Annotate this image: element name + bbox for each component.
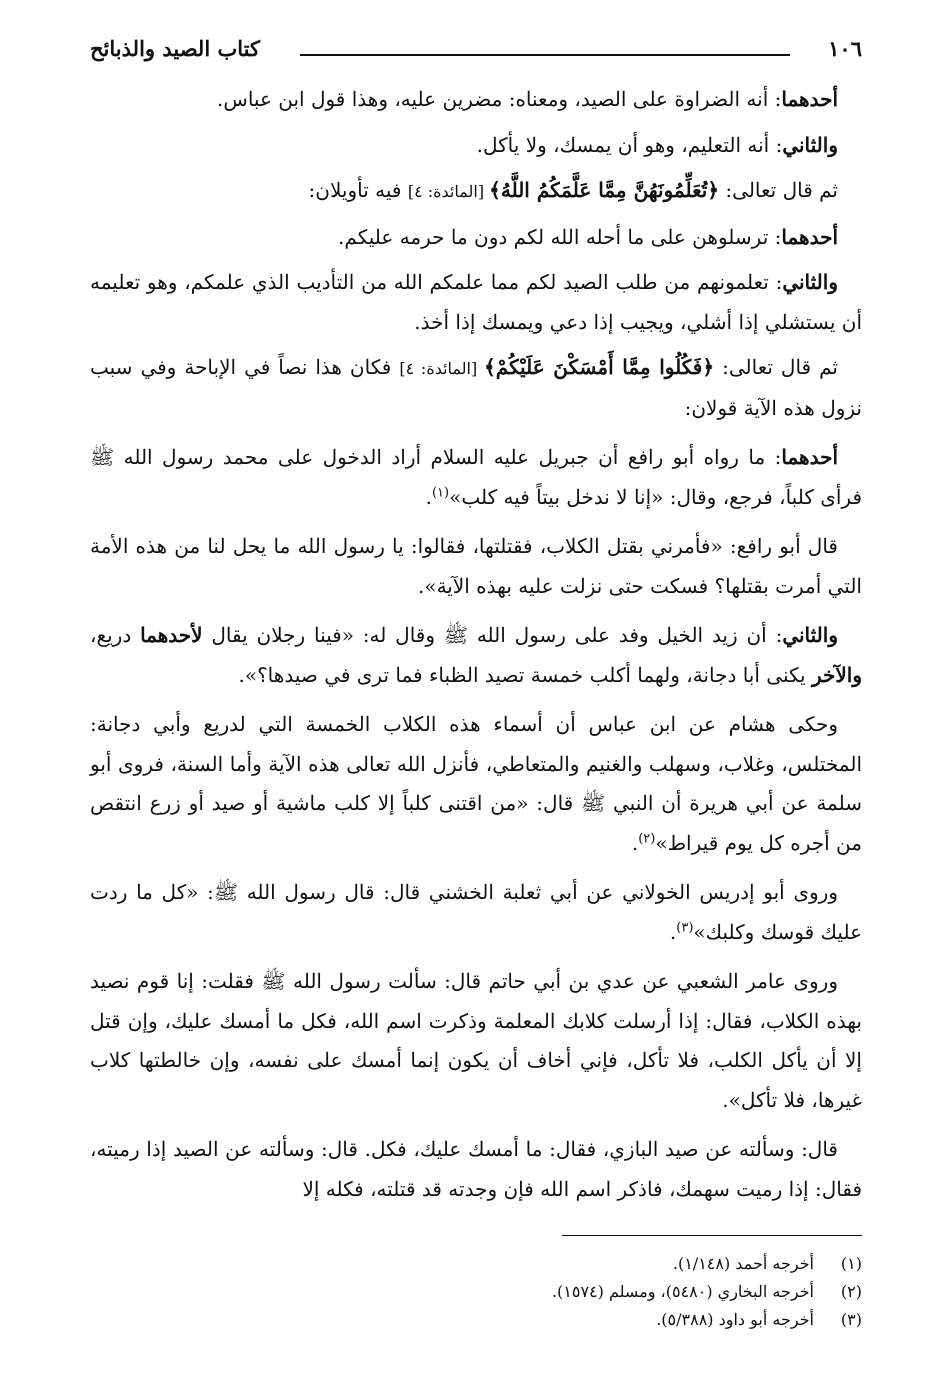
footnote-2	[90, 1278, 862, 1306]
paragraph-1	[90, 80, 862, 120]
book-page	[90, 30, 862, 1334]
paragraph-6	[90, 348, 862, 428]
paragraph-text: قال أبو رافع: «فأمرني بقتل الكلاب، فقتلتها، فقالوا: يا رسول الله ما يحل لنا من هذه الأمة التي أمرت بقتلها؟ فسكت حتى نزلت عليه بهذه الآية».	[90, 534, 862, 598]
paragraph-text: .	[669, 919, 677, 944]
paragraph-10	[90, 705, 862, 863]
paragraph-13	[90, 1130, 862, 1209]
paragraph-text: : أنه الضراوة على الصيد، ومعناه: مضرين عليه، وهذا قول ابن عباس.	[217, 87, 782, 111]
footnote-number: (٢)	[840, 1282, 862, 1301]
paragraph-text: وروى عامر الشعبي عن عدي بن أبي حاتم قال: سألت رسول الله ﷺ فقلت: إنا قوم نصيد بهذه الكلاب، فقال: إذا أرسلت كلابك المعلمة وذكرت اسم الله، فكل ما أمسك عليك، وإن قتل إلا أن يأكل الكلب، فلا تأكل، فإني أخاف أن يكون إنما أمسك على نفسه، وإن خالطتها كلاب غيرها، فلا تأكل».	[90, 969, 862, 1112]
paragraph-lead: والثاني	[782, 132, 838, 157]
paragraph-8	[90, 527, 862, 606]
paragraph-text: فيه تأويلان:	[308, 178, 408, 202]
paragraph-text: قال: وسألته عن صيد البازي، فقال: ما أمسك عليك، فكل. قال: وسألته عن الصيد إذا رميته، فقال: إذا رميت سهمك، فاذكر اسم الله فإن وجدته قد قتلته، فكله إلا	[90, 1137, 862, 1201]
paragraph-lead: أحدهما	[781, 87, 838, 111]
paragraph-text: : أن زيد الخيل وفد على رسول الله ﷺ وقال له: «فينا رجلان يقال	[202, 623, 783, 647]
paragraph-7	[90, 438, 862, 517]
footnote-separator	[562, 1235, 862, 1236]
footnote-text: أخرجه البخاري (٥٤٨٠)، ومسلم (١٥٧٤).	[551, 1282, 814, 1301]
verse-reference: [المائدة: ٤]	[399, 359, 484, 378]
verse-reference: [المائدة: ٤]	[407, 182, 490, 201]
footnote-text: أخرجه أحمد (١/١٤٨).	[672, 1254, 814, 1273]
paragraph-12	[90, 962, 862, 1120]
footnote-marker[interactable]: (٣)	[676, 919, 694, 935]
quran-verse: ﴿تُعَلِّمُونَهُنَّ مِمَّا عَلَّمَكُمُ اللَّهُ﴾	[489, 178, 720, 202]
paragraph-9	[90, 616, 862, 695]
paragraph-lead: والثاني	[782, 270, 838, 294]
footnote-number: (٣)	[840, 1310, 862, 1329]
paragraph-5	[90, 263, 862, 342]
page-header	[90, 30, 862, 74]
footnote-text: أخرجه أبو داود (٥/٣٨٨).	[656, 1310, 814, 1329]
paragraph-4	[90, 218, 862, 258]
paragraph-text: يكنى أبا دجانة، ولهما أكلب خمسة تصيد الظباء فما ترى في صيدها؟».	[238, 662, 812, 687]
bold-term: والآخر	[811, 662, 862, 687]
body-text	[90, 80, 862, 1209]
paragraph-text: ثم قال تعالى:	[714, 355, 839, 379]
footnote-marker[interactable]: (١)	[431, 484, 450, 500]
paragraph-text: : تعلمونهم من طلب الصيد لكم مما علمكم الله من التأديب الذي علمكم، وهو تعليمه أن يستشلي إذا أشلي، ويجيب إذا دعي ويمسك إذا أخذ.	[90, 270, 862, 334]
paragraph-2	[90, 126, 862, 166]
paragraph-text: : أنه التعليم، وهو أن يمسك، ولا يأكل.	[476, 132, 783, 157]
book-title: كتاب الصيد والذبائح	[90, 36, 260, 61]
paragraph-11	[90, 873, 862, 952]
header-rule	[300, 54, 790, 56]
paragraph-text: .	[631, 830, 639, 855]
footnote-3	[90, 1306, 862, 1334]
paragraph-text: : ترسلوهن على ما أحله الله لكم دون ما حرمه عليكم.	[338, 224, 782, 249]
bold-term: لأحدهما	[140, 623, 203, 647]
paragraph-lead: أحدهما	[781, 224, 838, 249]
footnotes	[90, 1250, 862, 1334]
page-number: ١٠٦	[828, 36, 862, 61]
quran-verse: ﴿فَكُلُوا مِمَّا أَمْسَكْنَ عَلَيْكُمْ﴾	[483, 355, 715, 379]
footnote-marker[interactable]: (٢)	[638, 830, 656, 846]
footnote-number: (١)	[840, 1254, 862, 1273]
paragraph-text: وحكى هشام عن ابن عباس أن أسماء هذه الكلاب الخمسة التي لدريع وأبي دجانة: المختلس، وغلاب، وسهلب والغنيم والمتعاطي، فأنزل الله تعالى هذه الآية وأما السنة، فروى أبو سلمة عن أبي هريرة أن النبي ﷺ قال: «من اقتنى كلباً إلا كلب ماشية أو صيد أو زرع انتقص من أجره كل يوم قيراط»	[90, 712, 862, 855]
paragraph-text: ثم قال تعالى:	[719, 178, 838, 202]
paragraph-text: وروى أبو إدريس الخولاني عن أبي ثعلبة الخشني قال: قال رسول الله ﷺ: «كل ما ردت عليك قوسك وكلبك»	[90, 880, 862, 944]
paragraph-text: : ما رواه أبو رافع أن جبريل عليه السلام أراد الدخول على محمد رسول الله ﷺ فرأى كلباً، فرجع، وقال: «إنا لا ندخل بيتاً فيه كلب»	[90, 445, 862, 509]
footnote-1	[90, 1250, 862, 1278]
paragraph-text: دريع،	[90, 623, 141, 647]
paragraph-lead: أحدهما	[781, 445, 838, 469]
paragraph-lead: والثاني	[782, 623, 838, 647]
paragraph-text: فكان هذا نصاً في الإباحة وفي سبب نزول هذه الآية قولان:	[90, 355, 862, 420]
paragraph-3	[90, 171, 862, 212]
paragraph-text: .	[425, 484, 432, 509]
